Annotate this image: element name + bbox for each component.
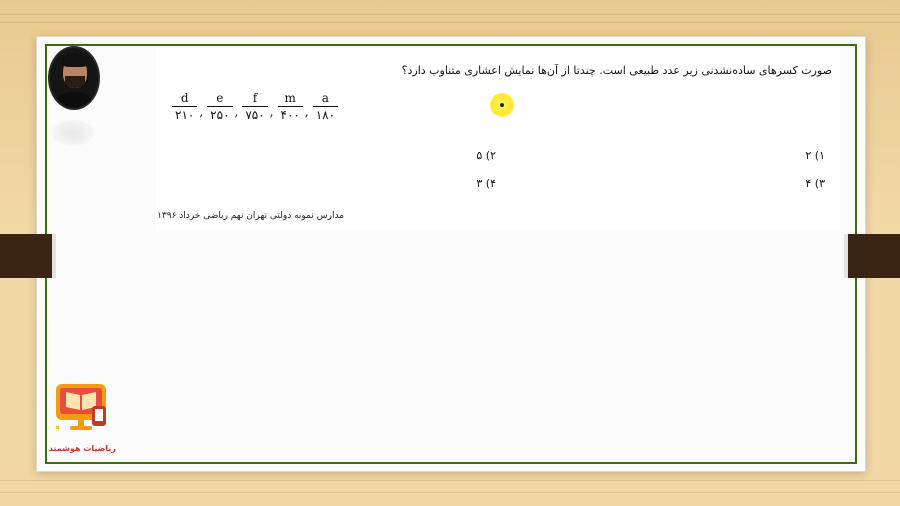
fraction-1 bbox=[172, 91, 197, 122]
fraction-denominator: ۴۰۰ bbox=[278, 106, 303, 122]
fraction-denominator: ۱۸۰ bbox=[313, 106, 338, 122]
board-clip-left bbox=[0, 234, 56, 278]
option-value: ۴ bbox=[805, 177, 812, 190]
fraction-denominator: ۲۵۰ bbox=[207, 106, 232, 122]
option-value: ۳ bbox=[476, 177, 483, 190]
fraction-5 bbox=[313, 91, 338, 122]
fraction-separator: , bbox=[304, 105, 309, 119]
avatar-shadow bbox=[52, 120, 94, 146]
fraction-separator: , bbox=[234, 105, 239, 119]
fractions-row bbox=[172, 91, 338, 122]
fraction-denominator: ۷۵۰ bbox=[242, 106, 267, 122]
option-number: ۲) bbox=[485, 149, 496, 162]
fraction-denominator: ۲۱۰ bbox=[172, 106, 197, 122]
fraction-numerator: d bbox=[180, 91, 189, 105]
fraction-numerator: a bbox=[321, 91, 329, 105]
fraction-numerator: f bbox=[252, 91, 258, 105]
fraction-numerator: m bbox=[284, 91, 296, 105]
presenter-avatar bbox=[48, 46, 100, 110]
option-2[interactable] bbox=[476, 149, 496, 162]
option-4[interactable] bbox=[476, 177, 496, 190]
fraction-numerator: e bbox=[216, 91, 224, 105]
question-source: مدارس نمونه دولتی تهران نهم ریاضی خرداد ۱۳۹۶ bbox=[157, 211, 344, 221]
option-1[interactable] bbox=[805, 149, 825, 162]
board-clip-right bbox=[844, 234, 900, 278]
question-text: صورت کسرهای ساده‌نشدنی زیر عدد طبیعی است. چندتا از آن‌ها نمایش اعشاری متناوب دارد؟ bbox=[401, 64, 832, 77]
brand-logo-text: ریاضیات هوشمند bbox=[48, 444, 116, 453]
avatar-hair bbox=[61, 54, 89, 67]
cursor-point bbox=[500, 103, 504, 107]
fraction-separator: , bbox=[199, 105, 204, 119]
fraction-4 bbox=[278, 91, 303, 122]
avatar-beard bbox=[65, 76, 85, 88]
avatar-shirt bbox=[54, 92, 96, 110]
fraction-separator: , bbox=[269, 105, 274, 119]
cursor-highlight-icon bbox=[490, 93, 514, 117]
fraction-2 bbox=[207, 91, 232, 122]
fraction-3 bbox=[242, 91, 267, 122]
option-number: ۱) bbox=[814, 149, 825, 162]
option-value: ۲ bbox=[805, 149, 812, 162]
option-number: ۳) bbox=[814, 177, 825, 190]
option-value: ۵ bbox=[476, 149, 483, 162]
option-number: ۴) bbox=[485, 177, 496, 190]
option-3[interactable] bbox=[805, 177, 825, 190]
